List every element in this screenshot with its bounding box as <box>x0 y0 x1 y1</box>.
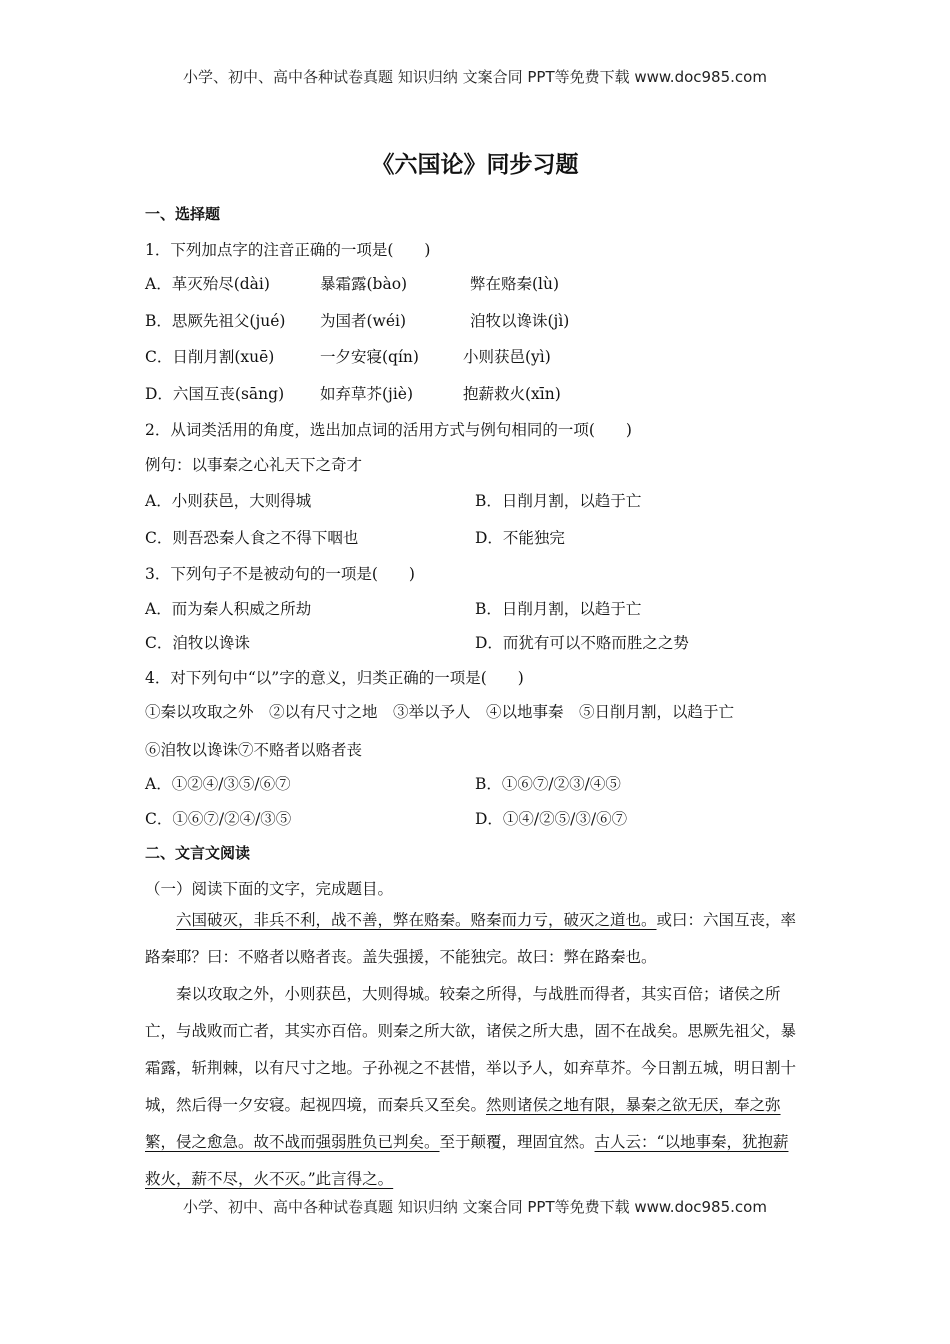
reading-intro: （一）阅读下面的文字，完成题目。 <box>145 880 394 898</box>
option-b-part-2: 为国者(wéi) <box>320 312 406 330</box>
option-c-part-2: 一夕安寝(qín) <box>320 348 419 366</box>
section-heading-choice: 一、选择题 <box>145 205 221 223</box>
option-c: C．则吾恐秦人食之不得下咽也 <box>145 529 359 547</box>
option-a: A．①②④/③⑤/⑥⑦ <box>145 775 291 793</box>
question-4-items-line-2: ⑥洎牧以谗诛⑦不赂者以赂者丧 <box>145 741 363 759</box>
question-1-stem: 1．下列加点字的注音正确的一项是( ) <box>145 241 431 259</box>
option-b: B．日削月割，以趋于亡 <box>475 600 642 618</box>
question-1-option-d <box>145 382 805 404</box>
option-c: C．①⑥⑦/②④/③⑤ <box>145 810 292 828</box>
option-b: B．①⑥⑦/②③/④⑤ <box>475 775 621 793</box>
option-c-part-3: 小则获邑(yì) <box>463 348 551 366</box>
question-2-stem: 2．从词类活用的角度，选出加点词的活用方式与例句相同的一项( ) <box>145 421 632 439</box>
option-b-part-1: B．思厥先祖父(jué) <box>145 312 286 330</box>
question-3-options-cd <box>145 631 805 653</box>
question-4-stem: 4．对下列句中“以”字的意义，归类正确的一项是( ) <box>145 669 524 687</box>
option-c-part-1: C．日削月割(xuē) <box>145 348 275 366</box>
section-heading-reading: 二、文言文阅读 <box>145 844 251 862</box>
option-b: B．日削月割，以趋于亡 <box>475 492 642 510</box>
page-title: 《六国论》同步习题 <box>371 152 579 178</box>
question-1-option-c <box>145 345 805 367</box>
question-3-stem: 3．下列句子不是被动句的一项是( ) <box>145 565 415 583</box>
question-3-options-ab <box>145 597 805 619</box>
header-banner: 小学、初中、高中各种试卷真题 知识归纳 文案合同 PPT等免费下载 www.doc985.com <box>183 68 767 86</box>
option-a-part-3: 弊在赂秦(lù) <box>470 275 560 293</box>
paragraph-2-text-2: 至于颠覆，理固宜然。 <box>439 1133 595 1151</box>
option-b-part-3: 洎牧以谗诛(jì) <box>470 312 570 330</box>
question-2-options-cd <box>145 526 805 548</box>
option-d-part-2: 如弃草芥(jiè) <box>320 385 414 403</box>
question-2-example: 例句：以事秦之心礼天下之奇才 <box>145 456 363 474</box>
option-a-part-2: 暴霜露(bào) <box>320 275 408 293</box>
option-d: D．而犹有可以不赂而胜之之势 <box>475 634 689 652</box>
underlined-sentence: 然则诸侯之地有限，暴秦之欲无厌，奉之弥繁，侵之愈急。故不战而强弱胜负已判矣。 <box>145 1096 781 1151</box>
option-a: A．小则获邑，大则得城 <box>145 492 312 510</box>
question-2-options-ab <box>145 489 805 511</box>
option-a-part-1: A．革灭殆尽(dài) <box>145 275 270 293</box>
question-4-options-cd <box>145 807 805 829</box>
paragraph-1-rest: 或曰：六国互丧，率路秦耶？曰：不赂者以赂者丧。盖失强援，不能独完。故曰：弊在路秦也。 <box>145 911 797 966</box>
underlined-sentence-2: 古人云：“以地事秦，犹抱薪救火，薪不尽，火不灭。”此言得之。 <box>145 1133 789 1188</box>
option-a: A．而为秦人积威之所劫 <box>145 600 312 618</box>
question-4-options-ab <box>145 772 805 794</box>
option-c: C．洎牧以谗诛 <box>145 634 250 652</box>
reading-paragraph-2 <box>145 976 800 1198</box>
reading-paragraph-1 <box>145 902 800 976</box>
option-d-part-1: D．六国互丧(sāng) <box>145 385 285 403</box>
option-d: D．①④/②⑤/③/⑥⑦ <box>475 810 628 828</box>
option-d: D．不能独完 <box>475 529 565 547</box>
question-1-option-a <box>145 272 805 294</box>
question-1-option-b <box>145 309 805 331</box>
question-4-items-line-1: ①秦以攻取之外 ②以有尺寸之地 ③举以予人 ④以地事秦 ⑤日削月割，以趋于亡 <box>145 703 735 721</box>
paragraph-2-text: 秦以攻取之外，小则获邑，大则得城。较秦之所得，与战胜而得者，其实百倍；诸侯之所亡，与战败而亡者，其实亦百倍。则秦之所大欲，诸侯之所大患，固不在战矣。思厥先祖父，暴霜露，斩荆棘，以有尺寸之地。子孙视之不甚惜，举以予人，如弃草芥。今日割五城，明日割十城，然后得一夕安寝。起视四境，而秦兵又至矣。 <box>145 985 797 1114</box>
footer-banner: 小学、初中、高中各种试卷真题 知识归纳 文案合同 PPT等免费下载 www.doc985.com <box>183 1198 767 1216</box>
underlined-sentence: 六国破灭，非兵不利，战不善，弊在赂秦。赂秦而力亏，破灭之道也。 <box>176 911 657 929</box>
option-d-part-3: 抱薪救火(xīn) <box>463 385 561 403</box>
